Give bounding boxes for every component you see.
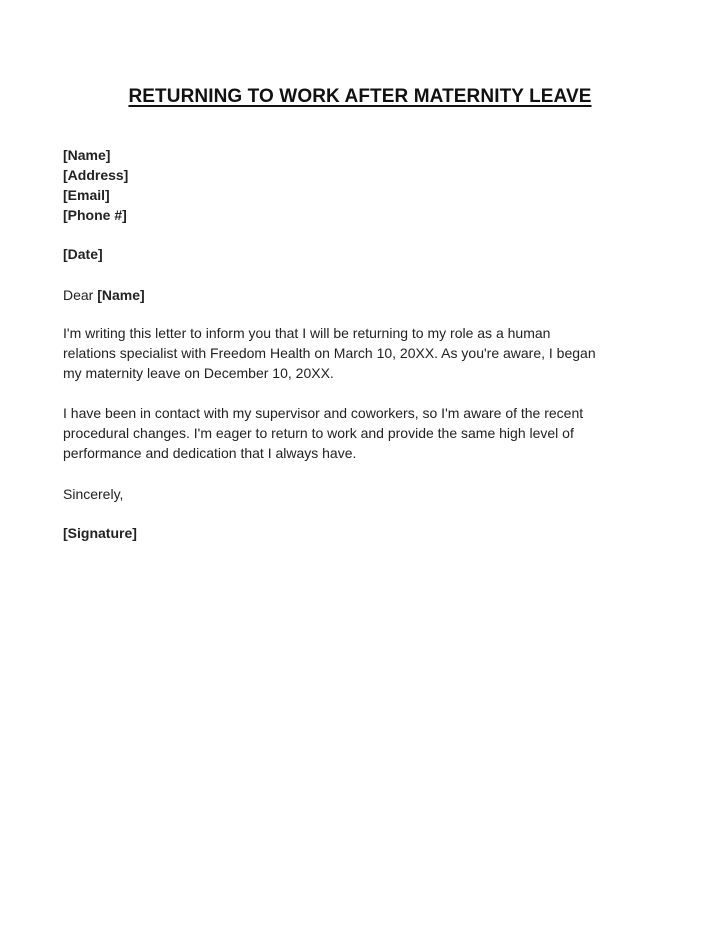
paragraph-line: I have been in contact with my supervisor and coworkers, so I'm aware of the recent bbox=[63, 405, 584, 421]
salutation-greeting: Dear bbox=[63, 287, 98, 303]
paragraph-line: my maternity leave on December 10, 20XX. bbox=[63, 365, 334, 381]
body-paragraph-1 bbox=[63, 323, 663, 383]
signature-placeholder: [Signature] bbox=[63, 525, 137, 541]
letter-date: [Date] bbox=[63, 246, 103, 262]
paragraph-line: relations specialist with Freedom Health on March 10, 20XX. As you're aware, I began bbox=[63, 345, 596, 361]
salutation-recipient: [Name] bbox=[97, 287, 145, 303]
sender-email: [Email] bbox=[63, 187, 110, 203]
closing: Sincerely, bbox=[63, 486, 124, 502]
sender-name: [Name] bbox=[63, 147, 111, 163]
paragraph-line: I'm writing this letter to inform you that I will be returning to my role as a human bbox=[63, 325, 551, 341]
paragraph-line: performance and dedication that I always have. bbox=[63, 445, 357, 461]
sender-block bbox=[63, 145, 663, 225]
paragraph-line: procedural changes. I'm eager to return to work and provide the same high level of bbox=[63, 425, 574, 441]
salutation bbox=[63, 285, 663, 305]
letter-title-text: RETURNING TO WORK AFTER MATERNITY LEAVE bbox=[128, 86, 592, 107]
body-paragraph-2 bbox=[63, 403, 663, 463]
sender-phone: [Phone #] bbox=[63, 207, 127, 223]
sender-address: [Address] bbox=[63, 167, 129, 183]
letter-title bbox=[0, 86, 720, 108]
